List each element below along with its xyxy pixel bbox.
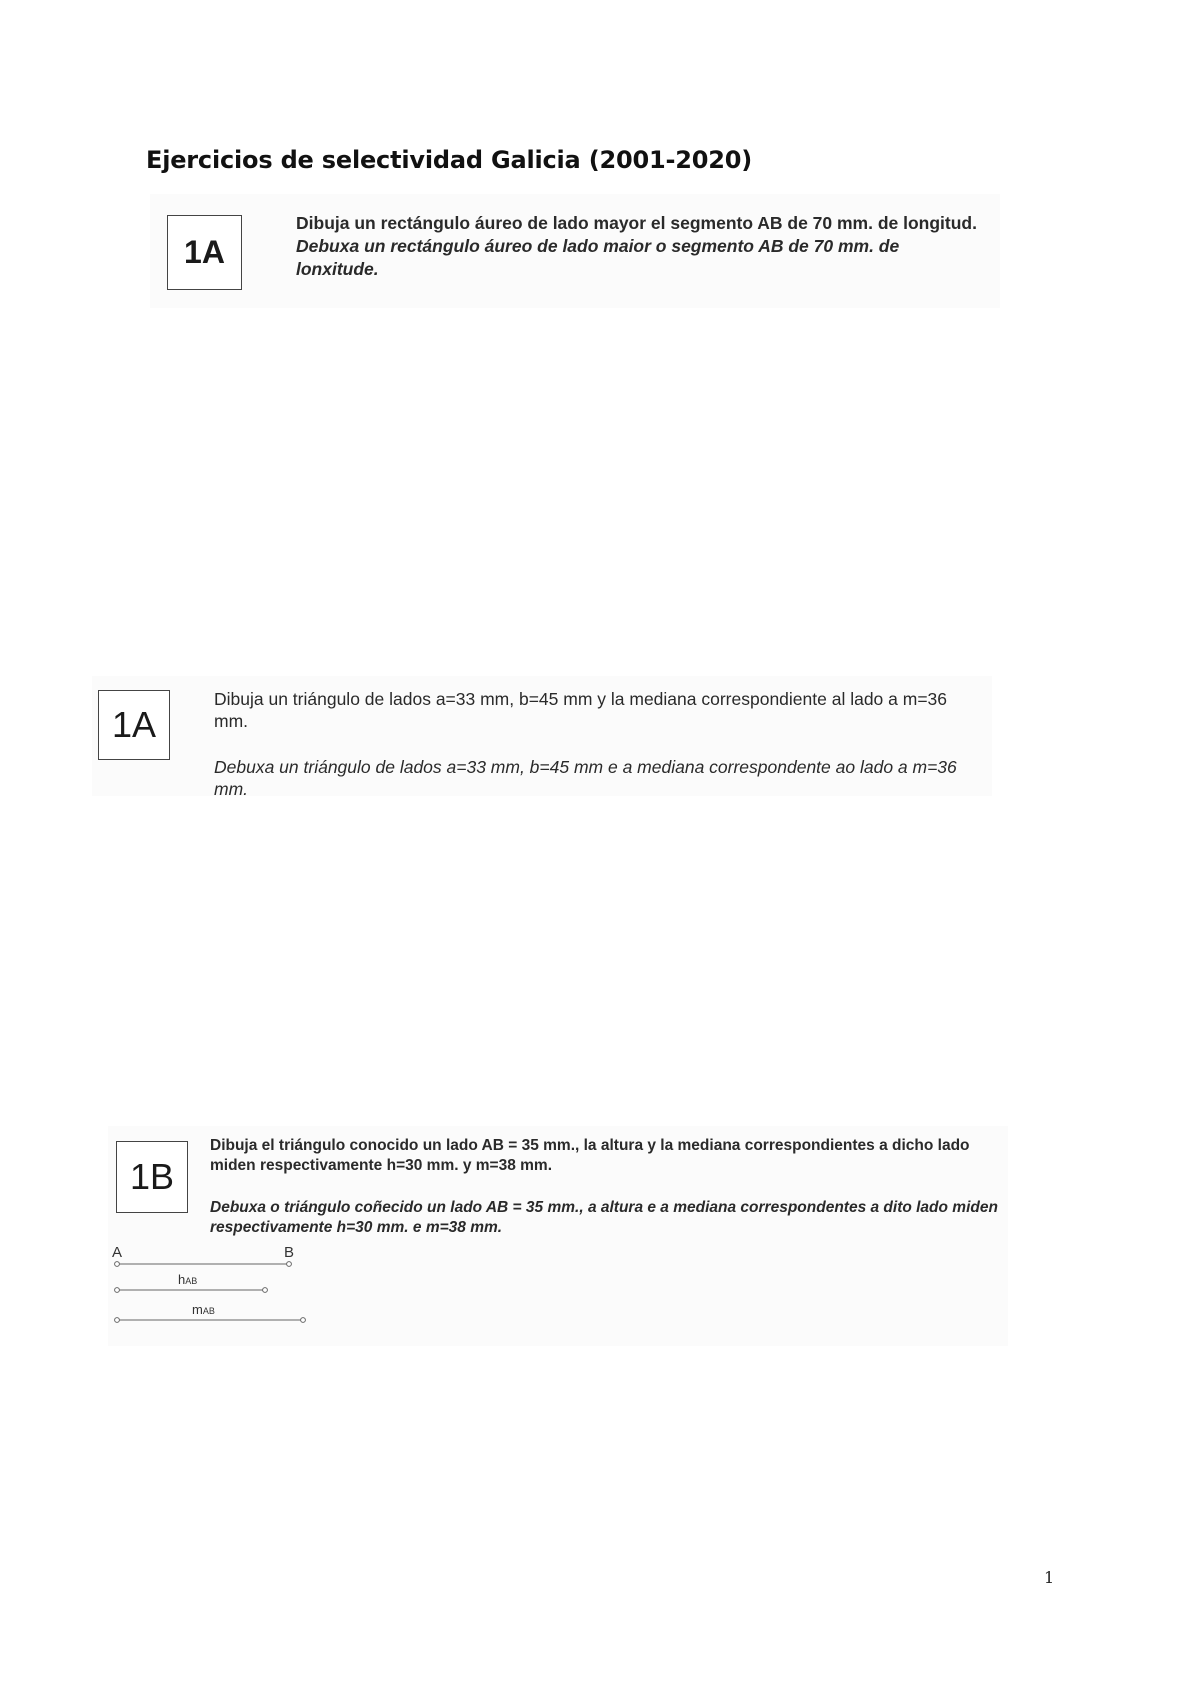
segment-height — [115, 1272, 268, 1292]
exercise-code-box: 1A — [98, 690, 170, 760]
exercise-code-box: 1B — [116, 1141, 188, 1213]
segment-median-start-point — [115, 1318, 120, 1323]
statement-spanish: Dibuja un triángulo de lados a=33 mm, b=45 mm y la mediana correspondiente al lado a m=36 mm. — [214, 689, 948, 731]
point-a-label: A — [112, 1244, 123, 1261]
segment-median-end-point — [301, 1318, 306, 1323]
height-label-main: h — [178, 1272, 186, 1287]
segment-height-start-point — [115, 1288, 120, 1293]
point-b-label: B — [284, 1244, 295, 1261]
statement-galician: Debuxa o triángulo coñecido un lado AB = 35 mm., a altura e a mediana correspondentes a dito lado miden respectivamente h=30 mm. e m=38 mm. — [210, 1199, 998, 1236]
median-label-main: m — [192, 1302, 203, 1317]
page-number: 1 — [1044, 1568, 1055, 1587]
segment-ab-end-point — [287, 1262, 292, 1267]
exercise-statement — [210, 1136, 1000, 1238]
statement-galician: Debuxa un triángulo de lados a=33 mm, b=45 mm e a mediana correspondente ao lado a m=36 mm. — [214, 757, 957, 799]
height-label — [178, 1272, 197, 1287]
exercise-statement — [214, 688, 984, 800]
segment-height-end-point — [263, 1288, 268, 1293]
segment-median — [115, 1302, 306, 1322]
exercise-statement — [296, 212, 986, 281]
exercise-1a-golden-rectangle — [150, 194, 1000, 308]
page-title: Ejercicios de selectividad Galicia (2001-2020) — [146, 146, 752, 174]
given-segments-figure — [108, 1244, 428, 1344]
median-label — [192, 1302, 215, 1317]
exercise-1a-triangle-median — [92, 676, 992, 799]
statement-galician: Debuxa un rectángulo áureo de lado maior o segmento AB de 70 mm. de lonxitude. — [296, 236, 900, 279]
exercise-1b-triangle-height-median — [108, 1126, 1008, 1346]
statement-spanish: Dibuja un rectángulo áureo de lado mayor el segmento AB de 70 mm. de longitud. — [296, 213, 977, 233]
height-label-subscript: AB — [185, 1276, 198, 1286]
exercise-code-box: 1A — [167, 215, 242, 290]
statement-spanish: Dibuja el triángulo conocido un lado AB = 35 mm., la altura y la mediana correspondientes a dicho lado miden respectivamente h=30 mm. y m=38 mm. — [210, 1137, 970, 1174]
segment-ab — [112, 1244, 294, 1266]
segment-ab-start-point — [115, 1262, 120, 1267]
median-label-subscript: AB — [202, 1306, 215, 1316]
